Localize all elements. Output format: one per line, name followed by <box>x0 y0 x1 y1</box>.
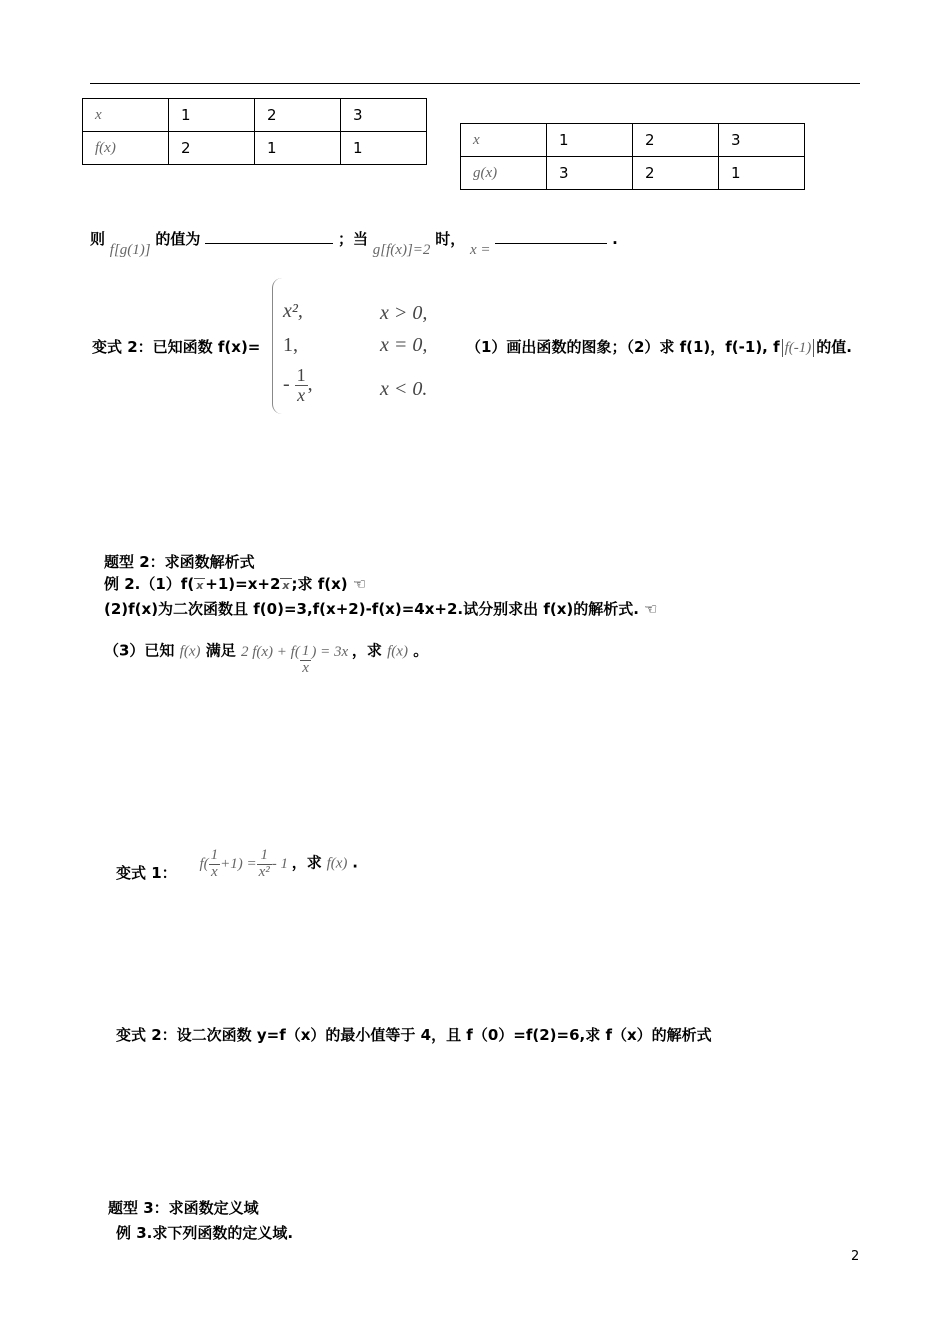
q1-blank-1[interactable] <box>205 243 333 244</box>
ex2-3-fx: f(x) <box>179 643 201 660</box>
ex2-3-eq-a: 2 f(x) + f( <box>240 643 300 660</box>
ex2-3-d: 。 <box>413 641 429 660</box>
ex2-3-eq-b: ) = 3x <box>311 643 349 660</box>
table-g-x3: 3 <box>719 124 805 157</box>
ex2-1-c: ;求 f(x) <box>291 575 348 593</box>
header-rule <box>90 83 860 84</box>
variant1-ask: ，求 <box>291 853 322 872</box>
ex2-1-a: 例 2.（1）f( <box>104 575 195 593</box>
piece-cond1: x > 0, <box>380 302 428 324</box>
table-f-v3: 1 <box>341 132 427 165</box>
ex2-1-b: +1)=x+2 <box>205 575 281 593</box>
variant2-task-text: （1）画出函数的图象；（2）求 f(1)，f(-1), f <box>466 338 780 356</box>
example2-part2 <box>104 598 658 619</box>
piece-case3-comma: , <box>307 372 313 395</box>
type3-title: 题型 3：求函数定义域 <box>108 1199 259 1217</box>
variant1-den1: x <box>209 864 221 881</box>
variant1-line <box>116 848 358 881</box>
example2-part1 <box>104 573 366 594</box>
variant2-quadratic: 变式 2：设二次函数 y=f（x）的最小值等于 4，且 f（0）=f(2)=6,求 f（x）的解析式 <box>116 1026 712 1044</box>
variant1-equation <box>199 847 291 880</box>
q1-end: . <box>612 230 618 248</box>
q1-blank-2[interactable] <box>495 243 607 244</box>
variant1-fx: f(x) <box>326 855 348 872</box>
hand-pointer-icon-2: ☜ <box>644 600 658 618</box>
variant1-num1: 1 <box>210 847 219 863</box>
variant1-frac1 <box>209 848 221 881</box>
ex2-3-equation <box>240 643 352 676</box>
ex2-2-text: (2)f(x)为二次函数且 f(0)=3,f(x+2)-f(x)=4x+2.试分别求出 f(x)的解析式. <box>104 600 639 618</box>
table-f-head-x: x <box>83 99 169 132</box>
variant1-end: . <box>352 853 358 872</box>
table-f-v1: 2 <box>169 132 255 165</box>
ex2-3-frac <box>300 644 312 677</box>
table-f-x3: 3 <box>341 99 427 132</box>
piecewise-brace <box>272 278 283 414</box>
variant1-label: 变式 1： <box>116 863 177 882</box>
table-g-head-x: x <box>461 124 547 157</box>
variant1-f-open: f( <box>199 855 209 872</box>
table-f-x1: 1 <box>169 99 255 132</box>
table-f-x2: 2 <box>255 99 341 132</box>
variant1-plus: +1) = <box>220 855 257 872</box>
ex2-3-fx2: f(x) <box>387 643 408 660</box>
q1-suffix: 时， <box>435 230 466 248</box>
table-g-v1: 3 <box>547 157 633 190</box>
ex2-3-b: 满足 <box>205 641 236 660</box>
q1-prefix: 则 <box>90 230 106 248</box>
piece-case1: x², <box>283 300 303 322</box>
q1-x-eq: x = <box>470 242 491 258</box>
ex2-3-c: ，求 <box>351 641 382 660</box>
piece-cond3: x < 0. <box>380 378 428 400</box>
page-number: 2 <box>851 1249 860 1264</box>
q1-mid: 的值为 <box>155 230 201 248</box>
table-g <box>460 123 805 190</box>
ex2-3-den: x <box>300 660 312 677</box>
table-g-x1: 1 <box>547 124 633 157</box>
ex2-3-a: （3）已知 <box>104 641 175 660</box>
piece-case3-num: 1 <box>296 365 306 385</box>
table-g-v3: 1 <box>719 157 805 190</box>
sqrt-x-2: x <box>282 579 290 592</box>
piece-cond2: x = 0, <box>380 334 428 356</box>
question-fill-line <box>90 228 618 258</box>
table-g-head-gx: g(x) <box>461 157 547 190</box>
variant1-num2: 1 <box>260 847 268 863</box>
variant2-label: 变式 2：已知函数 f(x)= <box>92 338 261 356</box>
piece-case3-den: x <box>295 385 308 405</box>
example3-text: 例 3.求下列函数的定义域. <box>116 1224 294 1242</box>
variant1-den2: x² <box>258 863 270 880</box>
variant2-task-end: 的值. <box>816 338 852 356</box>
sqrt-x-1: x <box>196 579 204 592</box>
piece-case2: 1, <box>283 334 298 356</box>
piece-case3-frac <box>295 366 308 405</box>
variant1-minus: - 1 <box>271 855 289 872</box>
table-g-v2: 2 <box>633 157 719 190</box>
type2-title: 题型 2：求函数解析式 <box>104 553 255 571</box>
piece-case3-sign: - <box>283 372 290 395</box>
variant2-task <box>466 336 852 357</box>
table-f-v2: 1 <box>255 132 341 165</box>
q1-expr-gfx: g[f(x)]=2 <box>372 242 431 258</box>
table-g-x2: 2 <box>633 124 719 157</box>
table-f-head-fx: f(x) <box>83 132 169 165</box>
piece-case3 <box>283 366 313 405</box>
hand-pointer-icon: ☜ <box>352 575 367 593</box>
example2-part3 <box>104 636 429 676</box>
variant1-frac2 <box>257 848 272 881</box>
variant2-nested-expr: f(-1) <box>784 340 812 356</box>
q1-expr-fg1: f[g(1)] <box>109 242 151 258</box>
table-f <box>82 98 427 165</box>
ex2-3-num: 1 <box>301 643 310 659</box>
q1-sep: ；当 <box>338 230 369 248</box>
